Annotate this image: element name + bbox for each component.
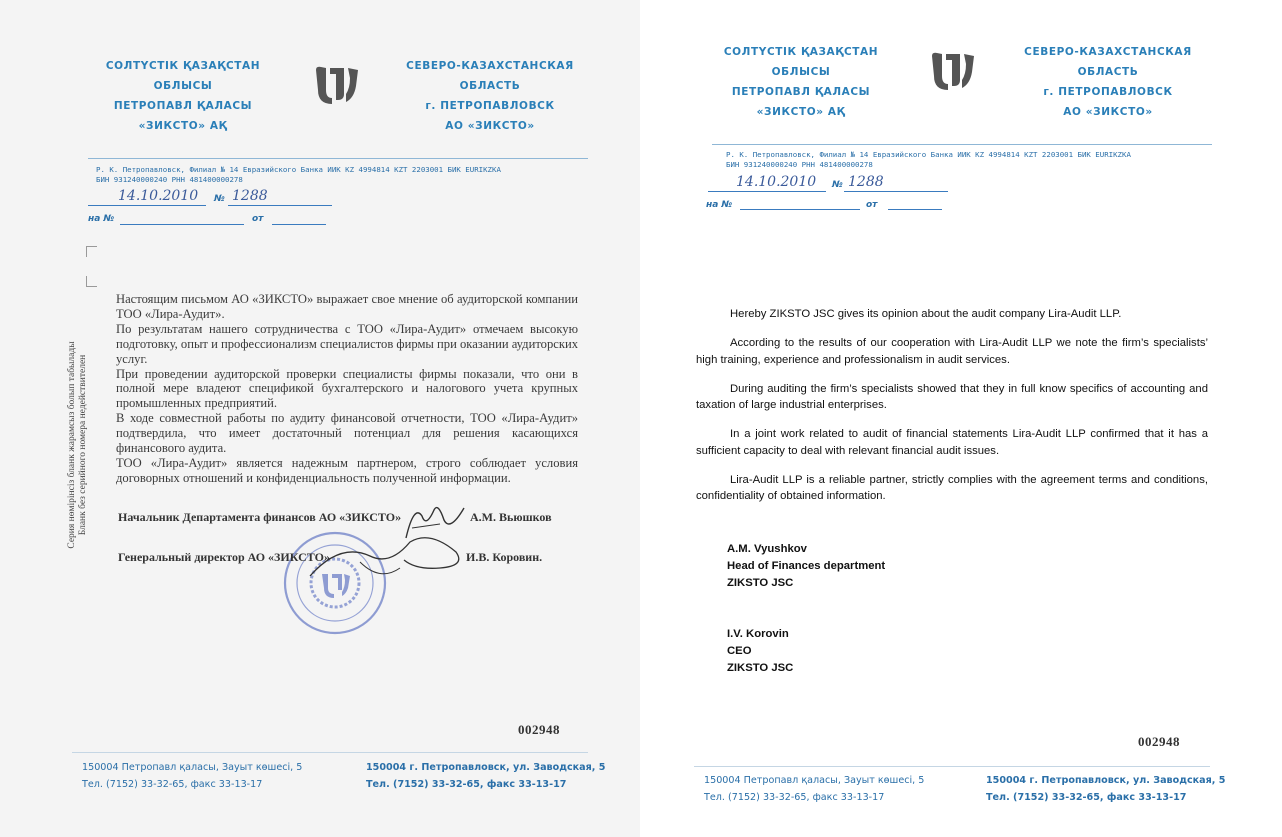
sig1-title: Начальник Департамента финансов АО «ЗИКСТО»: [118, 510, 402, 524]
footer-kz-copy-phone: Тел. (7152) 33-32-65, факс 33-13-17: [704, 792, 885, 803]
letter-number: 1288: [232, 188, 268, 204]
en-signatory-1: [727, 541, 885, 591]
ru-paragraph-2: По результатам нашего сотрудничества с ТОО «Лира-Аудит» отмечаем высокую подготовку, опыт и профессионализм специалистов фирмы при оказании аудиторских услуг.: [116, 321, 578, 366]
sig1-name: А.М. Вьюшков: [470, 510, 552, 524]
translated-letter-page: [660, 0, 1282, 837]
letterhead-kz-copy-line2: ПЕТРОПАВЛ ҚАЛАСЫ: [731, 86, 871, 98]
en-sig1-name: A.M. Vyushkov: [727, 543, 807, 555]
sig2-title: Генеральный директор АО «ЗИКСТО»: [118, 550, 330, 564]
en-signatory-2: [727, 626, 793, 676]
letterhead-kz-line1: СОЛТҮСТІК ҚАЗАҚСТАН ОБЛЫСЫ: [105, 60, 261, 92]
from-underline: [272, 224, 326, 225]
footer-kz-copy: [704, 772, 924, 806]
from-label: от: [252, 214, 264, 224]
bank-line-2: БИН 931240000240 РНН 481400000278: [96, 175, 243, 184]
footer-kz-phone: Тел. (7152) 33-32-65, факс 33-13-17: [82, 779, 263, 790]
footer-ru-address: 150004 г. Петропавловск, ул. Заводская, 5: [366, 762, 606, 773]
ru-paragraph-4: В ходе совместной работы по аудиту финансовой отчетности, ТОО «Лира-Аудит» подтвердила, что имеет достаточный потенциал для решения касающихся финансового аудита.: [116, 411, 578, 456]
letterhead-divider: [88, 158, 588, 159]
letterhead-ru-line3: АО «ЗИКСТО»: [445, 120, 535, 132]
english-letter-body: [696, 306, 1208, 517]
original-letter-page: [0, 0, 640, 837]
address-corner-bottom: [86, 276, 97, 287]
from-underline-copy: [888, 209, 942, 210]
letterhead-ru-copy-line2: г. ПЕТРОПАВЛОВСК: [1043, 86, 1173, 98]
en-sig1-company: ZIKSTO JSC: [727, 576, 794, 589]
reply-label: на №: [88, 214, 115, 224]
letterhead-kz-line2: ПЕТРОПАВЛ ҚАЛАСЫ: [113, 100, 253, 112]
footer-divider-copy: [694, 766, 1210, 767]
en-paragraph-4: In a joint work related to audit of financial statements Lira-Audit LLP confirmed that it has a sufficient capacity to deal with relevant financial audit issues.: [696, 428, 1208, 457]
ru-paragraph-5: ТОО «Лира-Аудит» является надежным партнером, строго соблюдает условия договорных отношений и конфиденциальность полученной информации.: [116, 455, 578, 485]
en-paragraph-1: Hereby ZIKSTO JSC gives its opinion about the audit company Lira-Audit LLP.: [730, 308, 1122, 320]
letter-number-copy: 1288: [848, 174, 884, 190]
en-paragraph-5: Lira-Audit LLP is a reliable partner, strictly complies with the agreement terms and conditions, confidentiality of obtained information.: [696, 473, 1208, 502]
letterhead-kz-copy-line1: СОЛТҮСТІК ҚАЗАҚСТАН ОБЛЫСЫ: [723, 46, 879, 78]
serial-notice-ru: Бланк без серийного номера недействителен: [78, 354, 88, 536]
en-paragraph-3: During auditing the firm’s specialists showed that they in full know specifics of accounting and taxation of large industrial enterprises.: [696, 382, 1208, 411]
footer-ru-copy-address: 150004 г. Петропавловск, ул. Заводская, 5: [986, 775, 1226, 786]
letterhead-ru-copy: [998, 42, 1218, 122]
footer-kz-address: 150004 Петропавл қаласы, Зауыт көшесі, 5: [82, 762, 303, 773]
company-logo-copy: [928, 50, 978, 92]
footer-ru-copy: [986, 772, 1225, 806]
reply-underline-copy: [740, 209, 860, 210]
letterhead-ru-line2: г. ПЕТРОПАВЛОВСК: [425, 100, 555, 112]
company-logo: [312, 64, 362, 106]
letterhead-kz-line3: «ЗИКСТО» АҚ: [138, 120, 228, 132]
ru-paragraph-3: При проведении аудиторской проверки специалисты фирмы показали, что они в полной мере владеют спецификой бухгалтерского и налогового учета крупных промышленных предприятий.: [116, 366, 578, 411]
footer-ru-phone: Тел. (7152) 33-32-65, факс 33-13-17: [366, 779, 567, 790]
ru-paragraph-1: Настоящим письмом АО «ЗИКСТО» выражает свое мнение об аудиторской компании ТОО «Лира-Аудит».: [116, 292, 578, 321]
letter-date-copy: 14.10.2010: [736, 174, 817, 190]
letterhead-kz: [78, 56, 288, 136]
bank-copy-line-1: Р. К. Петропавловск, Филиал № 14 Евразийского Банка ИИК KZ 4994814 KZT 2203001 БИК EURIKZKA: [726, 150, 1131, 159]
number-underline: [228, 205, 332, 206]
bank-details: [96, 165, 501, 185]
from-label-copy: от: [866, 200, 878, 210]
footer-ru: [366, 759, 605, 793]
serial-notice-kz: Серия нөмірінсіз бланк жарамсыз болып табылады: [67, 341, 77, 549]
letterhead-kz-copy-line3: «ЗИКСТО» АҚ: [756, 106, 846, 118]
sig2-name: И.В. Коровин.: [466, 550, 543, 564]
en-sig1-position: Head of Finances department: [727, 559, 886, 572]
letterhead-ru-line1: СЕВЕРО-КАЗАХСТАНСКАЯ ОБЛАСТЬ: [406, 60, 574, 92]
en-paragraph-2: According to the results of our cooperation with Lira-Audit LLP we note the firm’s specialists’ high training, experience and professionalism in audit services.: [696, 337, 1208, 366]
document-serial-number-copy: 002948: [1138, 734, 1180, 749]
en-sig2-position: CEO: [727, 644, 752, 657]
footer-divider: [72, 752, 588, 753]
bank-line-1: Р. К. Петропавловск, Филиал № 14 Евразийского Банка ИИК KZ 4994814 KZT 2203001 БИК EURIKZKA: [96, 165, 501, 174]
letterhead-ru-copy-line1: СЕВЕРО-КАЗАХСТАНСКАЯ ОБЛАСТЬ: [1024, 46, 1192, 78]
letter-number-label: №: [214, 194, 225, 204]
letterhead-ru: [380, 56, 600, 136]
letterhead-divider-copy: [712, 144, 1212, 145]
footer-kz-copy-address: 150004 Петропавл қаласы, Зауыт көшесі, 5: [704, 775, 925, 786]
date-underline: [88, 205, 206, 206]
number-underline-copy: [844, 191, 948, 192]
document-serial-number: 002948: [518, 722, 560, 737]
footer-kz: [82, 759, 302, 793]
reply-underline: [120, 224, 244, 225]
letter-date: 14.10.2010: [118, 188, 199, 204]
en-sig2-company: ZIKSTO JSC: [727, 661, 794, 674]
bank-details-copy: [726, 150, 1131, 170]
letterhead-kz-copy: [696, 42, 906, 122]
address-corner-top: [86, 246, 97, 257]
letter-number-label-copy: №: [832, 180, 843, 190]
bank-copy-line-2: БИН 931240000240 РНН 481400000278: [726, 160, 873, 169]
serial-number-notice: [67, 295, 89, 595]
letterhead-ru-copy-line3: АО «ЗИКСТО»: [1063, 106, 1153, 118]
date-underline-copy: [708, 191, 826, 192]
en-sig2-name: I.V. Korovin: [727, 628, 789, 640]
russian-letter-body: [116, 292, 578, 486]
footer-ru-copy-phone: Тел. (7152) 33-32-65, факс 33-13-17: [986, 792, 1187, 803]
reply-label-copy: на №: [706, 200, 733, 210]
